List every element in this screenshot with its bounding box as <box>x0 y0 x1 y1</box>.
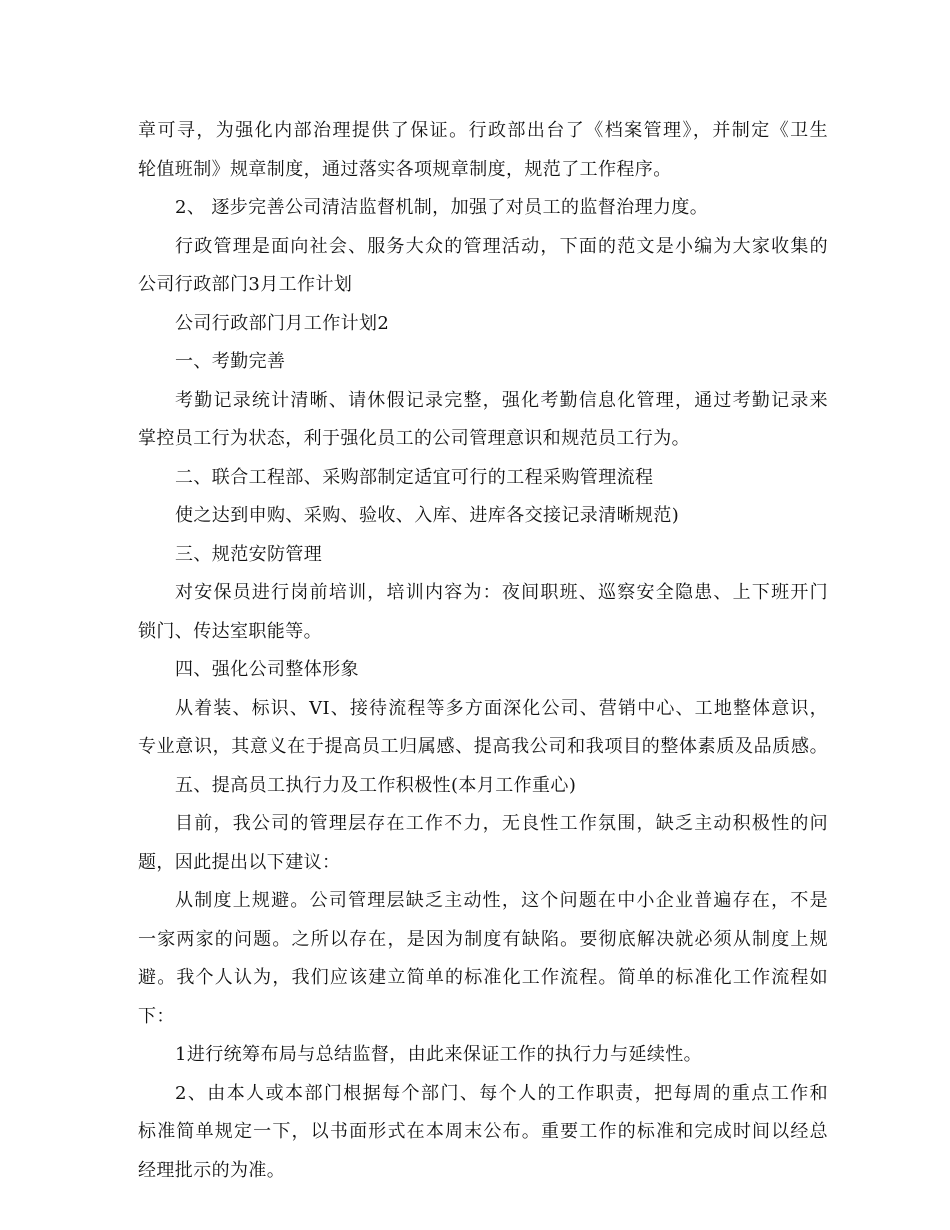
heading-execution: 五、提高员工执行力及工作积极性(本月工作重心) <box>175 774 577 796</box>
text-line-17: 专业意识，其意义在于提高员工归属感、提高我公司和我项目的整体素质及品质感。 <box>138 736 828 757</box>
text-line-24: 下： <box>138 1005 175 1027</box>
text-line-23: 避。我个人认为，我们应该建立简单的标准化工作流程。简单的标准化工作流程如 <box>138 967 828 988</box>
section-title-plan: 公司行政部门月工作计划2 <box>175 312 390 334</box>
heading-attendance: 一、考勤完善 <box>175 351 286 372</box>
text-line-3: 2、 逐步完善公司清洁监督机制，加强了对员工的监督治理力度。 <box>175 197 709 218</box>
heading-procurement: 二、联合工程部、采购部制定适宜可行的工程采购管理流程 <box>175 466 654 488</box>
text-line-25: 1进行统筹布局与总结监督，由此来保证工作的执行力与延续性。 <box>175 1044 703 1065</box>
text-line-16: 从着装、标识、VI、接待流程等多方面深化公司、营销中心、工地整体意识， <box>175 697 828 719</box>
text-line-5: 公司行政部门3月工作计划 <box>138 274 353 295</box>
text-line-14: 锁门、传达室职能等。 <box>138 620 322 642</box>
text-line-19: 目前，我公司的管理层存在工作不力，无良性工作氛围，缺乏主动积极性的问 <box>175 813 828 834</box>
text-line-22: 一家两家的问题。之所以存在，是因为制度有缺陷。要彻底解决就必须从制度上规 <box>138 928 828 950</box>
text-line-27: 标准简单规定一下，以书面形式在本周末公布。重要工作的标准和完成时间以经总 <box>138 1121 828 1142</box>
text-line-28: 经理批示的为准。 <box>138 1159 286 1181</box>
text-line-21: 从制度上规避。公司管理层缺乏主动性，这个问题在中小企业普遍存在，不是 <box>175 890 828 911</box>
text-line-13: 对安保员进行岗前培训，培训内容为：夜间职班、巡察安全隐患、上下班开门 <box>175 582 828 603</box>
text-line-1: 章可寻，为强化内部治理提供了保证。行政部出台了《档案管理》，并制定《卫生 <box>138 120 828 141</box>
text-line-26: 2、由本人或本部门根据每个部门、每个人的工作职责，把每周的重点工作和 <box>175 1082 828 1104</box>
text-line-4: 行政管理是面向社会、服务大众的管理活动，下面的范文是小编为大家收集的 <box>175 235 828 257</box>
heading-image: 四、强化公司整体形象 <box>175 659 359 680</box>
text-line-2: 轮值班制》规章制度，通过落实各项规章制度，规范了工作程序。 <box>138 158 672 180</box>
document-body <box>138 112 828 1190</box>
text-line-11: 使之达到申购、采购、验收、入库、进库各交接记录清晰规范) <box>175 505 680 526</box>
text-line-20: 题，因此提出以下建议： <box>138 851 341 873</box>
heading-security: 三、规范安防管理 <box>175 543 323 565</box>
text-line-8: 考勤记录统计清晰、请休假记录完整，强化考勤信息化管理，通过考勤记录来 <box>175 389 828 411</box>
text-line-9: 掌控员工行为状态，利于强化员工的公司管理意识和规范员工行为。 <box>138 428 690 449</box>
